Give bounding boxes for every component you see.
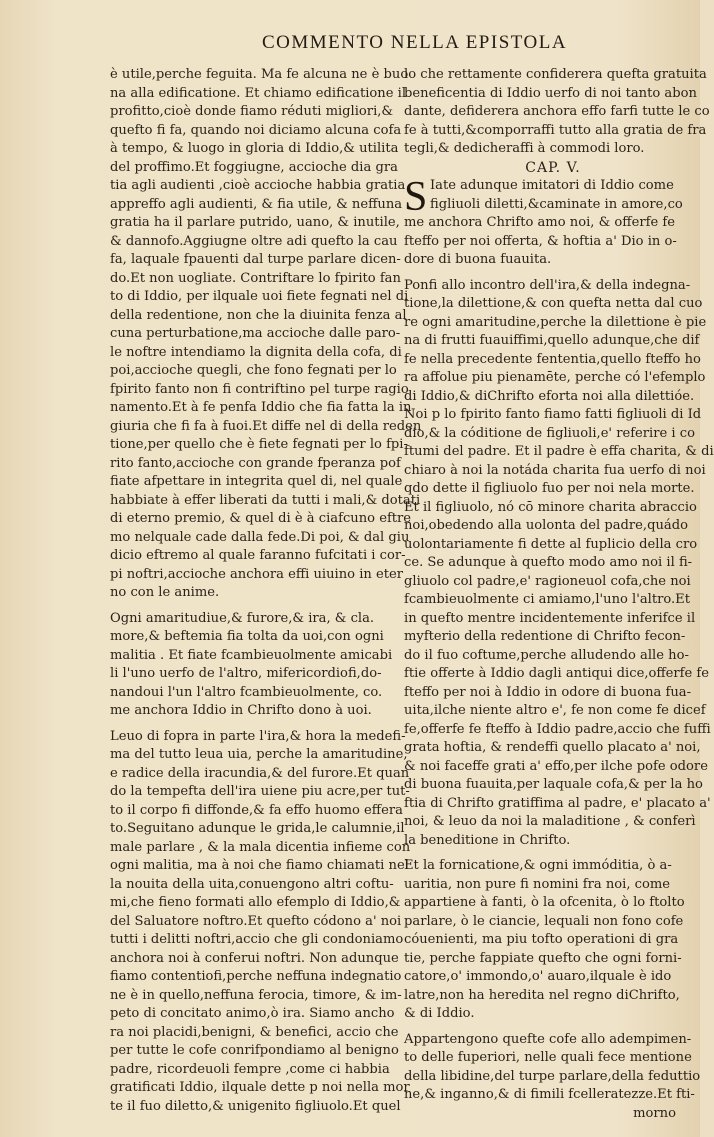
text-line: fteffo per noi offerta, & hoftia a' Dio in o- (404, 233, 677, 249)
text-line: di Iddio,& diChrifto eforta noi alla dilettióe. (404, 388, 695, 404)
text-line: fe à tutti,&comporraffi tutto alla gratia de fra (404, 122, 707, 138)
text-line: ftie offerte à Iddio dagli antiqui dice,offerfe fe (404, 666, 710, 681)
text-line: do la tempefta dell'ira uiene piu acre,per tut- (110, 784, 410, 799)
text-line: & di Iddio. (404, 1006, 475, 1021)
text-line: di buona fuauita,per laquale cofa,& per la ho (404, 777, 703, 792)
text-line: gratificati Iddio, ilquale dette p noi nella mor (110, 1080, 410, 1095)
text-line: malitia . Et fiate fcambieuolmente amicabi (110, 647, 393, 663)
text-line: te il fuo diletto,& unigenito figliuolo.Et quel (110, 1098, 401, 1114)
text-line: to di Iddio, per ilquale uoi fiete fegnati nel di (110, 289, 409, 304)
paragraph-gap (404, 850, 682, 857)
text-line: fe nella precedente fententia,quello fteffo ho (404, 351, 701, 367)
text-line: fiamo contentiofi,perche neffuna indegnatio (110, 969, 402, 984)
right-column (404, 66, 714, 1123)
text-line: la beneditione in Chrifto. (404, 832, 571, 848)
text-line: fe,offerfe fe fteffo à Iddio padre,accio che fuffi (404, 721, 711, 737)
text-line: uaritia, non pure fi nomini fra noi, come (404, 876, 671, 892)
catchword: morno (633, 1105, 676, 1121)
chapter-heading: CAP. V. (525, 159, 581, 176)
text-line: dio,& la códitione de figliuoli,e' referire i co (404, 425, 695, 441)
text-line: di eterno premio, & quel di è à ciafcuno eftre (110, 511, 412, 526)
text-line: dicio eftremo al quale faranno fufcitati i cor- (110, 548, 406, 563)
text-line: ftumi del padre. Et il padre è effa charita, & di (404, 444, 714, 459)
text-line: & noi faceffe grati a' effo,per ilche pofe odore (404, 758, 708, 774)
text-line: fcambieuolmente ci amiamo,l'uno l'altro.Et (404, 592, 690, 607)
paragraph-gap (404, 1024, 682, 1031)
text-line: do.Et non uogliate. Contriftare lo fpirito fan (110, 270, 401, 286)
left-column (110, 66, 422, 1116)
text-line: S Iate adunque imitatori di Iddio come (404, 174, 674, 220)
text-line: mi,che fieno formati allo efemplo di Iddio,& (110, 895, 401, 910)
right-column-top (404, 66, 710, 159)
text-line: dore di buona fuauita. (404, 252, 552, 267)
text-line: rito fanto,accioche con grande fperanza pof (110, 455, 401, 471)
drop-cap: S (404, 174, 428, 220)
text-line: la nouita della uita,conuengono altri coftu- (110, 876, 394, 892)
text-line: tie, perche fappiate quefto che ogni forni- (404, 950, 682, 966)
text-line: tia agli audienti ,cioè accioche habbia gratia (110, 178, 406, 193)
text-line: uita,ilche niente altro e', fe non come fe dicef (404, 703, 706, 718)
text-line: latre,non ha heredita nel regno diChrifto, (404, 987, 680, 1003)
text-line: catore,o' immondo,o' auaro,ilquale è ido (404, 969, 672, 984)
text-line: male parlare , & la mala dicentia infieme con (110, 839, 411, 855)
text-line: à tempo, & luogo in gloria di Iddio,& utilita (110, 141, 399, 156)
right-column-body (404, 174, 714, 1105)
text-line: re ogni amaritudine,perche la dilettione è pie (404, 314, 707, 330)
text-line: in quefto mentre incidentemente inferifce il (404, 610, 696, 626)
text-line: to.Seguitano adunque le grida,le calumnie,il (110, 821, 405, 836)
text-line: lo che rettamente confiderera quefta gratuita (404, 67, 707, 82)
text-line: noi,obedendo alla uolonta del padre,quádo (404, 518, 688, 533)
text-line: del Saluatore noftro.Et quefto códono a' noi (110, 913, 402, 929)
text-line: Ogni amaritudiue,& furore,& ira, & cla. (110, 610, 375, 626)
text-line: ra noi placidi,benigni, & benefici, accio che (110, 1024, 399, 1040)
text-line: della libidine,del turpe parlare,della feduttio (404, 1068, 701, 1084)
text-line: per tutte le cofe conrifpondiamo al benigno (110, 1043, 399, 1058)
text-line: na alla edificatione. Et chiamo edificatione il (110, 85, 407, 101)
text-line: tegli,& dedicheraffi à commodi loro. (404, 141, 645, 156)
text-line: noi, & leuo da noi la maladitione , & conferì (404, 814, 696, 829)
text-line: beneficentia di Iddio uerfo di noi tanto abon (404, 85, 697, 101)
text-line: della redentione, non che la diuinita fenza al (110, 307, 407, 323)
text-line: mo nelquale cade dalla fede.Di poi, & dal giu (110, 529, 410, 545)
text-line: fpirito fanto non fi contriftino pel turpe ragio (110, 381, 409, 397)
text-line: gratia ha il parlare putrido, uano, & inutile, (110, 215, 400, 230)
text-line: del proffimo.Et foggiugne, accioche dia gra (110, 159, 398, 175)
text-line: do il fuo coftume,perche alludendo alle ho- (404, 647, 689, 663)
paragraph-gap (110, 603, 392, 610)
text-line: ma del tutto leua uia, perche la amaritudine, (110, 747, 408, 762)
text-line: quefto fi fa, quando noi diciamo alcuna cofa (110, 122, 402, 138)
text-line: pi noftri,accioche anchora effi uiuino in eter (110, 566, 404, 582)
text-line: ftia di Chrifto gratiffima al padre, e' placato a' (404, 795, 711, 811)
text-line: cuna perturbatione,ma accioche dalle paro- (110, 326, 401, 341)
text-line: tione,per quello che è fiete fegnati per lo fpi- (110, 437, 408, 452)
text-line: ne,& inganno,& di fimili fcelleratezze.Et fti- (404, 1087, 695, 1102)
text-line: fiate afpettare in integrita quel di, nel quale (110, 474, 403, 489)
text-line: tione,la dilettione,& con quefta netta dal cuo (404, 296, 703, 311)
text-line: appartiene à fanti, ò la ofcenita, ò lo ftolto (404, 895, 685, 910)
text-line: le noftre intendiamo la dignita della cofa, di (110, 344, 402, 360)
text-line: giuria che fi fa à fuoi.Et diffe nel di della reden (110, 418, 422, 434)
text-line: ra affolue piu pienamēte, perche có l'efemplo (404, 370, 706, 385)
text-line: nandoui l'un l'altro fcambieuolmente, co. (110, 684, 383, 700)
text-line: namento.Et à fe penfa Iddio che fia fatta la in (110, 400, 412, 415)
text-line: e radice della iracundia,& del furore.Et quan (110, 765, 410, 781)
text-line: & dannofo.Aggiugne oltre adi quefto la cau (110, 233, 398, 249)
text-line: poi,accioche quegli, che fono fegnati per lo (110, 363, 397, 378)
text-line: anchora noi à conferui noftri. Non adunque (110, 950, 399, 966)
paragraph-gap (110, 721, 392, 728)
text-line: Et la fornicatione,& ogni immóditia, ò a- (404, 858, 672, 873)
text-line: grata hoftia, & rendeffi quello placato a' noi, (404, 740, 701, 755)
text-line: è utile,perche feguita. Ma fe alcuna ne è buo (110, 67, 409, 82)
text-line: to il corpo fi diffonde,& fa effo huomo effera (110, 802, 403, 818)
text-line: parlare, ò le ciancie, lequali non fono cofe (404, 913, 684, 929)
text-line: chiaro à noi la notáda charita fua uerfo di noi (404, 462, 706, 478)
text-line: appreffo agli audienti, & fia utile, & neffuna (110, 196, 403, 212)
text-line: Appartengono quefte cofe allo adempimen- (404, 1031, 692, 1047)
text-line: dante, defiderera anchora effo farfi tutte le co (404, 104, 710, 119)
text-line: me anchora Chrifto amo noi, & offerfe fe (404, 215, 675, 230)
text-line: no con le anime. (110, 585, 220, 600)
text-line: gliuolo col padre,e' ragioneuol cofa,che noi (404, 573, 691, 589)
text-line: more,& beftemia fia tolta da uoi,con ogni (110, 629, 384, 644)
text-line: figliuoli diletti,&caminate in amore,co (430, 196, 683, 212)
text-line: ce. Se adunque à quefto modo amo noi il fi- (404, 555, 693, 570)
text-line: li l'uno uerfo de l'altro, mifericordiofi,do- (110, 666, 382, 681)
text-line: qdo dette il figliuolo fuo per noi nela morte. (404, 481, 695, 496)
text-line: Et il figliuolo, nó cō minore charita abraccio (404, 499, 697, 515)
paragraph-gap (404, 270, 682, 277)
text-line: padre, ricordeuoli fempre ,come ci habbia (110, 1061, 390, 1077)
text-line: fteffo per noi à Iddio in odore di buona fua- (404, 684, 692, 700)
text-line: ne è in quello,neffuna ferocia, timore, & im- (110, 987, 402, 1003)
text-line: profitto,cioè donde fiamo réduti migliori,& (110, 104, 394, 119)
text-line: myfterio della redentione di Chrifto fecon- (404, 629, 686, 644)
text-line: tutti i delitti noftri,accio che gli condoniamo (110, 932, 404, 947)
text-line: cóuenienti, ma piu tofto operationi di gra (404, 932, 679, 947)
text-line: fa, laquale fpauenti dal turpe parlare dicen- (110, 252, 401, 267)
text-line: Ponfi allo incontro dell'ira,& della indegna- (404, 277, 691, 293)
text-line: peto di concitato animo,ò ira. Siamo ancho (110, 1006, 395, 1021)
text-line: habbiate à effer liberati da tutti i mali,& dotati (110, 492, 421, 508)
text-line: Leuo di fopra in parte l'ira,& hora la medefi- (110, 728, 406, 744)
text-line: me anchora Iddio in Chrifto dono à uoi. (110, 703, 372, 718)
text-line: Noi p lo fpirito fanto fiamo fatti figliuoli di Id (404, 407, 702, 422)
running-head: COMMENTO NELLA EPISTOLA (262, 32, 568, 53)
text-line: na di frutti fuauiffimi,quello adunque,che dif (404, 333, 700, 348)
text-line: ogni malitia, ma à noi che fiamo chiamati nel (110, 858, 409, 873)
text-line: to delle fuperiori, nelle quali fece mentione (404, 1050, 692, 1065)
text-line: uolontariamente fi dette al fuplicio della cro (404, 536, 698, 552)
